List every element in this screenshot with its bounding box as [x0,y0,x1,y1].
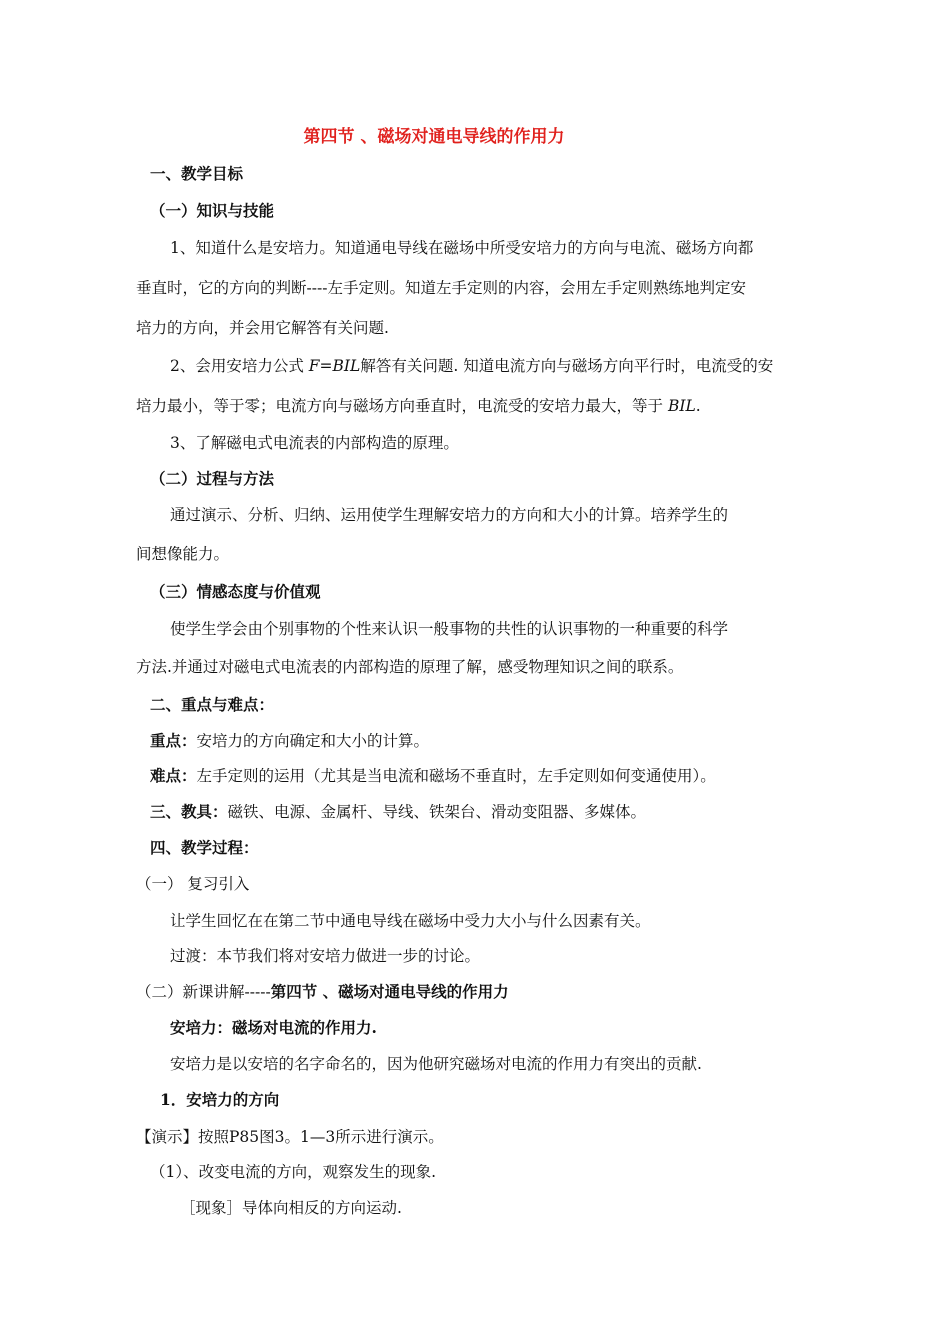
observation-1: （1）、改变电流的方向，观察发生的现象. [150,1163,437,1181]
difficulty-line [150,766,716,786]
section-heading-objectives: 一、教学目标 [150,164,244,183]
paragraph-5-line-1: 使学生学会由个别事物的个性来认识一般事物的共性的认识事物的一种重要的科学 [170,620,729,638]
definition-ampere-force: 安培力：磁场对电流的作用力. [170,1018,377,1037]
key-point-text: 安培力的方向确定和大小的计算。 [196,732,430,750]
phenomenon-1: ［现象］导体向相反的方向运动. [180,1199,402,1217]
subheading-force-direction: 1．安培力的方向 [160,1090,280,1109]
paragraph-2-text-a: 2、会用安培力公式 [170,357,309,375]
step-review-paragraph-2: 过渡：本节我们将对安培力做进一步的讨论。 [170,947,481,965]
paragraph-1-line-2: 垂直时，它的方向的判断----左手定则。知道左手定则的内容，会用左手定则熟练地判定安 [136,279,746,297]
key-point-label: 重点： [150,731,197,750]
subheading-knowledge-skills: （一）知识与技能 [150,201,275,220]
demo-paragraph: 【演示】按照P85图3。1—3所示进行演示。 [136,1128,444,1146]
step-review-intro: （一） 复习引入 [136,875,250,893]
paragraph-2-line-2 [136,396,701,416]
subheading-emotion-values: （三）情感态度与价值观 [150,582,321,601]
formula-f-bil: F=BIL [308,357,361,375]
paragraph-4-line-1: 通过演示、分析、归纳、运用使学生理解安培力的方向和大小的计算。培养学生的 [170,506,729,524]
paragraph-1-line-1: 1、知道什么是安培力。知道通电导线在磁场中所受安培力的方向与电流、磁场方向都 [170,239,754,257]
section-heading-process: 四、教学过程： [150,838,259,857]
paragraph-3: 3、了解磁电式电流表的内部构造的原理。 [170,434,459,452]
formula-bil: BIL [667,397,696,415]
teaching-aids-label: 三、教具： [150,802,228,821]
key-point-line [150,731,429,751]
teaching-aids-line [150,802,646,822]
paragraph-5-line-2: 方法.并通过对磁电式电流表的内部构造的原理了解，感受物理知识之间的联系。 [136,658,684,676]
step-review-paragraph-1: 让学生回忆在在第二节中通电导线在磁场中受力大小与什么因素有关。 [170,912,651,930]
paragraph-1-line-3: 培力的方向，并会用它解答有关问题. [136,319,389,337]
section-heading-key-points: 二、重点与难点： [150,695,275,714]
difficulty-label: 难点： [150,766,197,785]
paragraph-2-text-c: 培力最小，等于零；电流方向与磁场方向垂直时，电流受的安培力最大，等于 [136,397,668,415]
step-new-lesson-title: 第四节 、磁场对通电导线的作用力 [270,982,509,1001]
page-title: 第四节 、磁场对通电导线的作用力 [303,127,565,147]
paragraph-2-text-b: 解答有关问题. 知道电流方向与磁场方向平行时，电流受的安 [360,357,774,375]
step-new-lesson-label: （二）新课讲解----- [136,983,271,1001]
step-new-lesson [136,982,509,1002]
teaching-aids-text: 磁铁、电源、金属杆、导线、铁架台、滑动变阻器、多媒体。 [227,803,647,821]
paragraph-2-line-1 [170,356,773,376]
definition-paragraph: 安培力是以安培的名字命名的，因为他研究磁场对电流的作用力有突出的贡献. [170,1055,702,1073]
difficulty-text: 左手定则的运用（尤其是当电流和磁场不垂直时，左手定则如何变通使用）。 [196,767,716,785]
paragraph-2-text-d: . [695,397,701,415]
subheading-process-methods: （二）过程与方法 [150,469,275,488]
paragraph-4-line-2: 间想像能力。 [136,545,230,563]
